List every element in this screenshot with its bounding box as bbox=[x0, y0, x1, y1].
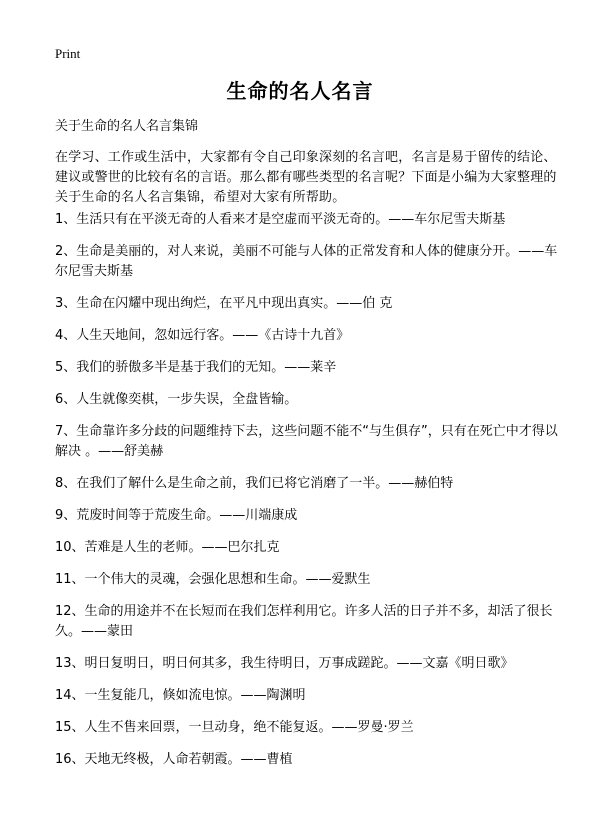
quote-text: 16、天地无终极，人命若朝霞。——曹植 bbox=[55, 752, 293, 767]
quote-text: 1、生活只有在平淡无奇的人看来才是空虚而平淡无奇的。——车尔尼雪夫斯基 bbox=[55, 212, 506, 227]
quote-text: 6、人生就像奕棋，一步失误，全盘皆输。 bbox=[55, 392, 298, 407]
quote-item bbox=[55, 654, 565, 674]
quote-item bbox=[55, 750, 565, 770]
intro-paragraph: 在学习、工作或生活中，大家都有令自己印象深刻的名言吧，名言是易于留传的结论、建议或警世的比较有名的言语。那么都有哪些类型的名言呢？下面是小编为大家整理的关于生命的名人名言集锦，希望对大家有所帮助。 bbox=[55, 150, 557, 205]
quote-item bbox=[55, 686, 565, 706]
quote-text: 9、荒废时间等于荒废生命。——川端康成 bbox=[55, 508, 298, 523]
quote-text: 15、人生不售来回票，一旦动身，绝不能复返。——罗曼·罗兰 bbox=[55, 720, 414, 735]
quote-item bbox=[55, 474, 565, 494]
print-link[interactable]: Print bbox=[55, 46, 81, 61]
quote-text: 3、生命在闪耀中现出绚烂，在平凡中现出真实。——伯 克 bbox=[55, 296, 393, 311]
quote-text: 11、一个伟大的灵魂，会强化思想和生命。——爱默生 bbox=[55, 572, 371, 587]
quote-item bbox=[55, 358, 565, 378]
quote-list bbox=[55, 210, 565, 782]
quote-item bbox=[55, 538, 565, 558]
quote-item bbox=[55, 570, 565, 590]
quote-item bbox=[55, 326, 565, 346]
page-title: 生命的名人名言 bbox=[226, 79, 374, 103]
quote-item bbox=[55, 718, 565, 738]
quote-item bbox=[55, 294, 565, 314]
quote-text: 8、在我们了解什么是生命之前，我们已将它消磨了一半。——赫伯特 bbox=[55, 476, 454, 491]
quote-text: 5、我们的骄傲多半是基于我们的无知。——莱辛 bbox=[55, 360, 337, 375]
quote-item bbox=[55, 422, 565, 462]
quote-text: 13、明日复明日，明日何其多，我生待明日，万事成蹉跎。——文嘉《明日歌》 bbox=[55, 656, 514, 671]
subtitle: 关于生命的名人名言集锦 bbox=[55, 119, 199, 134]
quote-item bbox=[55, 210, 565, 230]
quote-item bbox=[55, 602, 565, 642]
quote-text: 4、人生天地间，忽如远行客。——《古诗十九首》 bbox=[55, 328, 350, 343]
quote-text: 10、苦难是人生的老师。——巴尔扎克 bbox=[55, 540, 280, 555]
quote-item bbox=[55, 506, 565, 526]
quote-text: 7、生命靠许多分歧的问题维持下去，这些问题不能不“与生俱存”，只有在死亡中才得以解决 。——舒美赫 bbox=[55, 424, 558, 459]
quote-text: 14、一生复能几，倏如流电惊。——陶渊明 bbox=[55, 688, 306, 703]
quote-text: 12、生命的用途并不在长短而在我们怎样利用它。许多人活的日子并不多，却活了很长久。——蒙田 bbox=[55, 604, 553, 639]
quote-text: 2、生命是美丽的，对人来说，美丽不可能与人体的正常发育和人体的健康分开。——车尔尼雪夫斯基 bbox=[55, 244, 558, 279]
quote-item bbox=[55, 390, 565, 410]
quote-item bbox=[55, 242, 565, 282]
